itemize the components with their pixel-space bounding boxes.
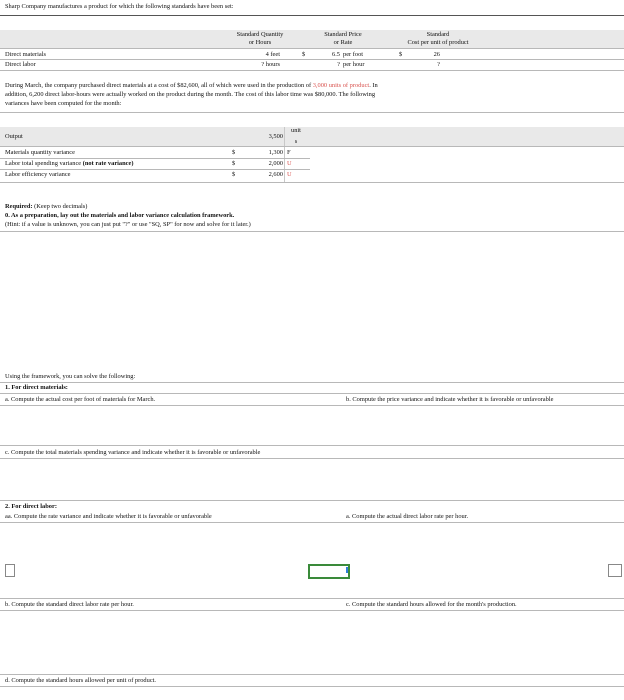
required-item-0: 0. As a preparation, lay out the materials and labor variance calculation framework. [5, 212, 235, 219]
grid-line [0, 382, 624, 383]
grid-line [0, 146, 624, 147]
variance-label: Labor efficiency variance [5, 171, 71, 178]
grid-line [0, 70, 624, 71]
section-1-title: 1. For direct materials: [5, 384, 68, 391]
grid-line [0, 59, 624, 60]
grid-line [0, 500, 624, 501]
qty-header-line1: Standard Quantity [236, 31, 284, 38]
grid-line [0, 393, 624, 394]
variance-currency: $ [232, 171, 236, 178]
grid-line [0, 458, 624, 459]
answer-cell[interactable] [608, 564, 622, 577]
highlighted-units: 3,000 units of product [312, 82, 370, 89]
question-2c: c. Compute the standard hours allowed for the month's production. [346, 601, 517, 608]
cost-header-line1: Standard [426, 31, 450, 38]
row-cost: 26 [433, 51, 440, 58]
question-1a: a. Compute the actual cost per foot of materials for March. [5, 396, 156, 403]
framework-intro: Using the framework, you can solve the following: [5, 373, 136, 380]
selected-answer-cell[interactable] [308, 564, 350, 579]
grid-line [0, 405, 624, 406]
question-1c: c. Compute the total materials spending variance and indicate whether it is favorable or unfavorable [5, 449, 261, 456]
variance-value: 1,300 [268, 149, 283, 156]
paragraph-line1: During March, the company purchased direct materials at a cost of $82,600, all of which were used in the production of 3,000 units of product. In [5, 82, 378, 89]
row-cost-currency: $ [399, 51, 403, 58]
row-price-unit: per hour [343, 61, 365, 68]
grid-line [0, 445, 624, 446]
question-2b: b. Compute the standard direct labor rate per hour. [5, 601, 134, 608]
grid-line [0, 522, 624, 523]
required-hint: (Hint: if a value is unknown, you can just put "?" or use "SQ, SP" for now and solve for it later.) [5, 221, 251, 228]
variance-flag: U [287, 171, 292, 178]
grid-line [0, 610, 624, 611]
intro-text: Sharp Company manufactures a product for which the following standards have been set: [5, 3, 234, 10]
grid-line [0, 112, 624, 113]
output-unit-bottom: s [294, 138, 298, 145]
variance-value: 2,600 [268, 171, 283, 178]
output-unit-top: unit [291, 127, 301, 134]
variance-currency: $ [232, 149, 236, 156]
paragraph-line3: variances have been computed for the month: [5, 100, 122, 107]
grid-line [0, 231, 624, 232]
grid-line [0, 158, 310, 159]
grid-line [0, 169, 310, 170]
grid-line [0, 598, 624, 599]
row-price-unit: per foot [343, 51, 364, 58]
row-price: 6.5 [332, 51, 340, 58]
cell-fill-handle[interactable] [346, 567, 348, 573]
paragraph-line2: addition, 6,200 direct labor-hours were actually worked on the product during the month. The cost of this labor time was $80,000. The following [5, 91, 376, 98]
variance-flag: U [287, 160, 292, 167]
grid-line [0, 182, 624, 183]
grid-line [0, 48, 624, 49]
question-1b: b. Compute the price variance and indicate whether it is favorable or unfavorable [346, 396, 554, 403]
variance-label: Materials quantity variance [5, 149, 75, 156]
row-qty: ? hours [261, 61, 280, 68]
required-heading: Required: (Keep two decimals) [5, 203, 88, 210]
output-value: 3,500 [268, 133, 283, 140]
qty-header-line2: or Hours [248, 39, 272, 46]
output-band [0, 127, 624, 146]
question-2d: d. Compute the standard hours allowed per unit of product. [5, 677, 157, 684]
output-label: Output [5, 133, 23, 140]
variance-currency: $ [232, 160, 236, 167]
row-price-currency: $ [302, 51, 306, 58]
variance-value: 2,000 [268, 160, 283, 167]
row-label: Direct materials [5, 51, 46, 58]
question-2aa: aa. Compute the rate variance and indicate whether it is favorable or unfavorable [5, 513, 212, 520]
price-header-line1: Standard Price [324, 31, 362, 38]
grid-line [0, 686, 624, 687]
section-2-title: 2. For direct labor: [5, 503, 57, 510]
row-label: Direct labor [5, 61, 36, 68]
divider [0, 15, 624, 16]
grid-line [284, 147, 285, 183]
price-header-line2: or Rate [333, 39, 353, 46]
answer-cell[interactable] [5, 564, 15, 577]
variance-label: Labor total spending variance (not rate variance) [5, 160, 134, 167]
row-qty: 4 feet [265, 51, 280, 58]
variance-flag: F [287, 149, 291, 156]
question-2a: a. Compute the actual direct labor rate per hour. [346, 513, 469, 520]
cost-header-line2: Cost per unit of product [407, 39, 469, 46]
row-cost: ? [437, 61, 440, 68]
grid-line [0, 674, 624, 675]
row-price: ? [337, 61, 340, 68]
